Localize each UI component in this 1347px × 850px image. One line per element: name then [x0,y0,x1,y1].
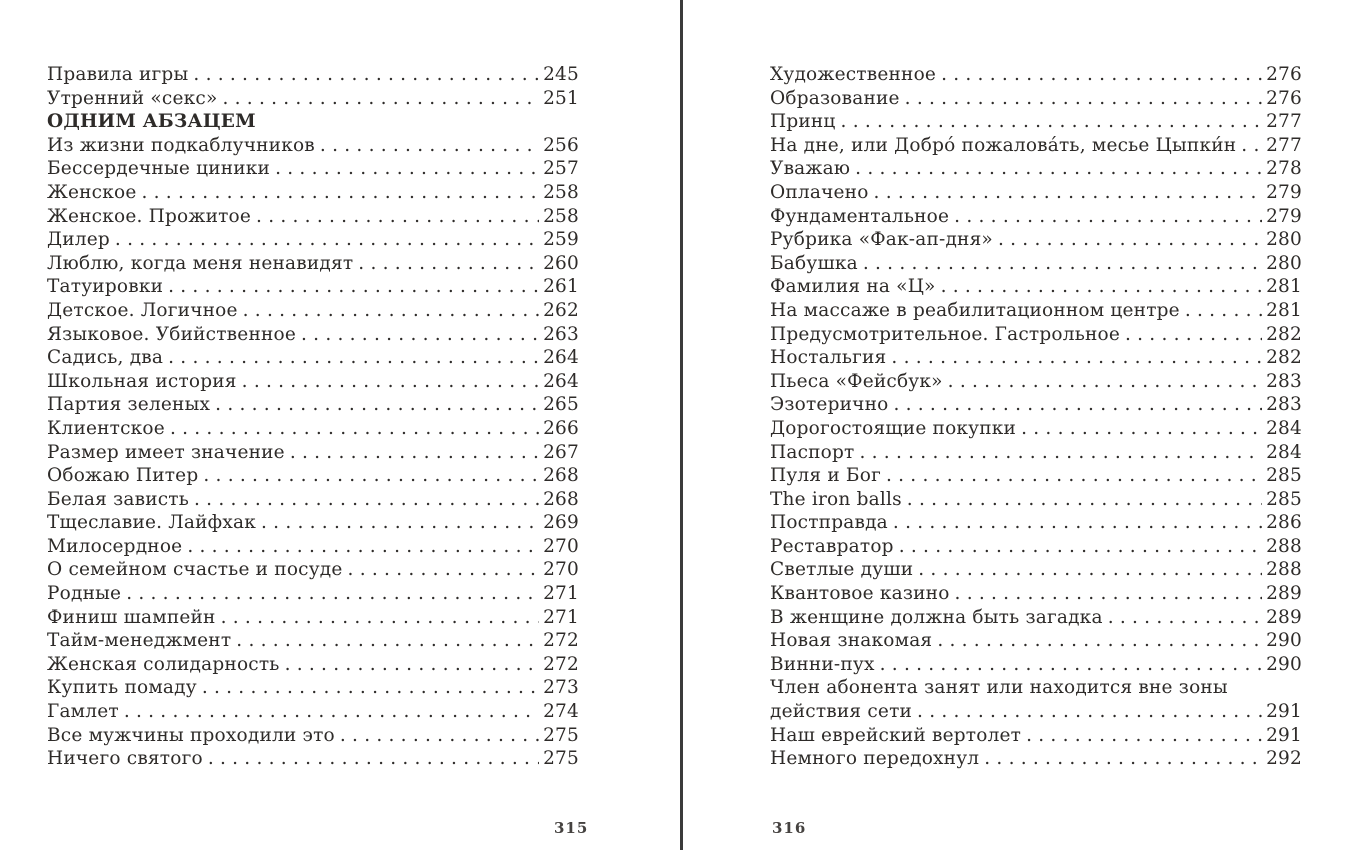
toc-entry [770,275,1302,299]
entry-title: Из жизни подкаблучников [47,134,315,156]
dot-leader [194,488,539,512]
toc-entry [770,110,1302,134]
dot-leader [193,63,539,87]
toc-entry [770,488,1302,512]
entry-title: Новая знакомая [770,630,933,652]
entry-page-number: 285 [1266,488,1302,510]
entry-page-number: 289 [1266,583,1302,605]
entry-title: Эзотерично [770,394,889,416]
entry-page-number: 281 [1266,299,1302,321]
toc-entry [47,393,579,417]
entry-title: Квантовое казино [770,583,950,605]
toc-entry [47,747,579,771]
toc-entry [770,252,1302,276]
entry-title: Дорогостоящие покупки [770,417,1017,439]
toc-entry [47,228,579,252]
entry-title: Наш еврейский вертолет [770,724,1022,746]
entry-title: На дне, или Добро́ пожалова́ть, месье Цыпки́н [770,134,1237,156]
entry-page-number: 251 [543,87,579,109]
entry-page-number: 259 [543,229,579,251]
entry-page-number: 277 [1266,111,1302,133]
toc-entry [47,299,579,323]
entry-title: Татуировки [47,276,164,298]
entry-page-number: 286 [1266,512,1302,534]
toc-entry [770,724,1302,748]
entry-page-number: 276 [1266,87,1302,109]
dot-leader [124,700,539,724]
toc-entry [47,87,579,111]
dot-leader [899,535,1262,559]
dot-leader [941,63,1262,87]
dot-leader [954,205,1262,229]
dot-leader [243,299,539,323]
entry-page-number: 258 [543,205,579,227]
dot-leader [893,393,1262,417]
toc-entry [47,629,579,653]
entry-title: Утренний «секс» [47,87,218,109]
entry-page-number: 279 [1266,181,1302,203]
dot-leader [358,252,539,276]
toc-entry [47,181,579,205]
entry-title: Женское. Прожитое [47,205,252,227]
entry-title: Размер имеет значение [47,441,285,463]
entry-page-number: 280 [1266,252,1302,274]
entry-title: Художественное [770,64,937,85]
entry-title: Немного передохнул [770,748,980,770]
entry-title: Светлые души [770,559,914,581]
dot-leader [221,606,539,630]
toc-entry [770,87,1302,111]
entry-page-number: 280 [1266,229,1302,251]
entry-title: Пьеса «Фейсбук» [770,370,943,392]
toc-entry-wrapped-line: Член абонента занят или находится вне зоны [770,677,1228,699]
entry-title: Предусмотрительное. Гастрольное [770,323,1120,345]
dot-leader [859,441,1262,465]
dot-leader [340,724,539,748]
toc-entry [770,606,1302,630]
entry-title: Ничего святого [47,748,203,770]
dot-leader [208,747,539,771]
toc-entry [47,370,579,394]
entry-page-number: 285 [1266,465,1302,487]
toc-entry [770,157,1302,181]
entry-page-number: 288 [1266,559,1302,581]
entry-page-number: 272 [543,653,579,675]
toc-entry [770,228,1302,252]
entry-page-number: 266 [543,417,579,439]
dot-leader [891,346,1262,370]
entry-title: Рубрика «Фак-ап-дня» [770,229,993,251]
entry-title: Дилер [47,229,110,251]
entry-page-number: 257 [543,158,579,180]
toc-entry [770,629,1302,653]
toc-entry [47,275,579,299]
toc-entry [47,558,579,582]
entry-page-number: 260 [543,252,579,274]
entry-title: Родные [47,583,122,605]
dot-leader [215,393,539,417]
entry-page-number: 275 [543,748,579,770]
entry-title: Школьная история [47,370,237,392]
dot-leader [168,346,539,370]
dot-leader [1185,299,1262,323]
dot-leader [984,747,1262,771]
entry-page-number: 272 [543,630,579,652]
entry-page-number: 288 [1266,535,1302,557]
toc-entry [770,417,1302,441]
entry-title: На массаже в реабилитационном центре [770,299,1180,321]
dot-leader [348,558,540,582]
left-page [47,63,579,771]
entry-title: Реставратор [770,535,894,557]
entry-title: The iron balls [770,488,902,510]
dot-leader [998,228,1262,252]
dot-leader [855,157,1262,181]
toc-entry [770,700,1302,724]
toc-entry [47,63,579,87]
toc-entry [47,134,579,158]
dot-leader [202,676,539,700]
dot-leader [841,110,1263,134]
entry-title: Детское. Логичное [47,299,238,321]
entry-page-number: 267 [543,441,579,463]
entry-title: действия сети [770,701,913,723]
entry-title: Партия зеленых [47,394,211,416]
entry-page-number: 258 [543,181,579,203]
toc-list-left [47,63,579,771]
entry-page-number: 284 [1266,417,1302,439]
entry-title: Клиентское [47,417,165,439]
entry-page-number: 282 [1266,347,1302,369]
entry-title: Принц [770,111,836,133]
entry-title: Бессердечные циники [47,158,271,180]
dot-leader [115,228,539,252]
dot-leader [1241,134,1262,158]
dot-leader [222,87,539,111]
dot-leader [874,181,1263,205]
toc-entry [770,535,1302,559]
dot-leader [141,181,539,205]
dot-leader [1108,606,1262,630]
entry-title: Купить помаду [47,677,197,699]
spine-divider [680,0,683,850]
toc-entry [47,700,579,724]
section-heading: ОДНИМ АБЗАЦЕМ [47,111,256,133]
entry-page-number: 283 [1266,394,1302,416]
entry-title: Паспорт [770,441,855,463]
entry-title: Фамилия на «Ц» [770,276,936,298]
entry-title: Белая зависть [47,488,190,510]
entry-title: Обожаю Питер [47,465,199,487]
entry-page-number: 264 [543,370,579,392]
toc-entry [770,299,1302,323]
dot-leader [256,205,539,229]
toc-entry [770,511,1302,535]
entry-title: В женщине должна быть загадка [770,606,1103,628]
entry-title: Пуля и Бог [770,465,881,487]
entry-page-number: 261 [543,276,579,298]
toc-entry [47,535,579,559]
dot-leader [917,700,1262,724]
dot-leader [880,653,1262,677]
entry-page-number: 281 [1266,276,1302,298]
entry-title: Все мужчины проходили это [47,724,335,746]
right-page [770,63,1302,771]
entry-page-number: 262 [543,299,579,321]
entry-page-number: 245 [543,64,579,85]
dot-leader [236,629,539,653]
toc-entry [770,134,1302,158]
toc-list-right [770,63,1302,771]
entry-page-number: 270 [543,535,579,557]
toc-entry [47,323,579,347]
entry-title: Женская солидарность [47,653,280,675]
dot-leader [261,511,539,535]
entry-title: Правила игры [47,64,189,85]
entry-page-number: 263 [543,323,579,345]
dot-leader [918,558,1262,582]
entry-page-number: 256 [543,134,579,156]
dot-leader [886,464,1262,488]
toc-entry [770,370,1302,394]
toc-entry [770,653,1302,677]
dot-leader [170,417,539,441]
entry-page-number: 274 [543,701,579,723]
dot-leader [242,370,539,394]
toc-entry [47,252,579,276]
entry-title: Тщеславие. Лайфхак [47,512,256,534]
entry-page-number: 275 [543,724,579,746]
toc-entry [47,441,579,465]
entry-title: Фундаментальное [770,205,950,227]
entry-title: Тайм-менеджмент [47,630,232,652]
dot-leader [320,134,539,158]
toc-entry [47,157,579,181]
dot-leader [290,441,539,465]
entry-page-number: 284 [1266,441,1302,463]
toc-entry [47,488,579,512]
toc-entry [47,417,579,441]
toc-entry [770,181,1302,205]
dot-leader [275,157,539,181]
dot-leader [203,464,539,488]
toc-entry [770,323,1302,347]
entry-title: Садись, два [47,347,164,369]
entry-page-number: 268 [543,465,579,487]
entry-page-number: 265 [543,394,579,416]
entry-title: Милосердное [47,535,183,557]
dot-leader [1026,724,1262,748]
entry-title: Женское [47,181,137,203]
dot-leader [937,629,1262,653]
toc-entry [770,393,1302,417]
toc-entry [770,441,1302,465]
toc-entry [770,582,1302,606]
toc-entry [47,464,579,488]
toc-entry [770,464,1302,488]
entry-page-number: 292 [1266,748,1302,770]
entry-page-number: 271 [543,583,579,605]
dot-leader [955,582,1263,606]
toc-entry [770,346,1302,370]
entry-page-number: 268 [543,488,579,510]
toc-entry [770,558,1302,582]
dot-leader [301,323,539,347]
dot-leader [187,535,539,559]
entry-title: Постправда [770,512,888,534]
toc-entry [770,747,1302,771]
entry-title: Оплачено [770,181,869,203]
toc-entry [47,511,579,535]
dot-leader [1021,417,1262,441]
entry-page-number: 270 [543,559,579,581]
entry-page-number: 277 [1266,134,1302,156]
entry-title: Образование [770,87,900,109]
entry-page-number: 278 [1266,158,1302,180]
entry-page-number: 291 [1266,724,1302,746]
dot-leader [126,582,539,606]
entry-page-number: 269 [543,512,579,534]
entry-title: Ностальгия [770,347,887,369]
entry-page-number: 282 [1266,323,1302,345]
entry-page-number: 283 [1266,370,1302,392]
dot-leader [863,252,1262,276]
entry-page-number: 290 [1266,653,1302,675]
entry-page-number: 291 [1266,701,1302,723]
dot-leader [907,488,1262,512]
dot-leader [941,275,1263,299]
toc-entry [47,653,579,677]
page-number-right: 316 [772,819,807,837]
page-number-left: 315 [554,819,589,837]
dot-leader [1125,323,1262,347]
entry-page-number: 271 [543,606,579,628]
entry-title: Бабушка [770,252,858,274]
entry-page-number: 264 [543,347,579,369]
entry-title: Финиш шампейн [47,606,216,628]
dot-leader [905,87,1262,111]
toc-entry [47,582,579,606]
entry-page-number: 279 [1266,205,1302,227]
entry-page-number: 273 [543,677,579,699]
toc-entry [47,676,579,700]
dot-leader [285,653,540,677]
dot-leader [893,511,1262,535]
toc-entry [770,205,1302,229]
toc-entry [770,63,1302,87]
dot-leader [948,370,1262,394]
entry-page-number: 276 [1266,64,1302,85]
toc-entry [47,346,579,370]
entry-title: Гамлет [47,701,119,723]
toc-entry [47,724,579,748]
entry-title: Винни-пух [770,653,875,675]
entry-title: Языковое. Убийственное [47,323,296,345]
entry-title: О семейном счастье и посуде [47,559,343,581]
dot-leader [168,275,539,299]
toc-entry [47,606,579,630]
entry-page-number: 290 [1266,630,1302,652]
entry-title: Уважаю [770,158,851,180]
toc-entry [47,205,579,229]
entry-title: Люблю, когда меня ненавидят [47,252,354,274]
entry-page-number: 289 [1266,606,1302,628]
